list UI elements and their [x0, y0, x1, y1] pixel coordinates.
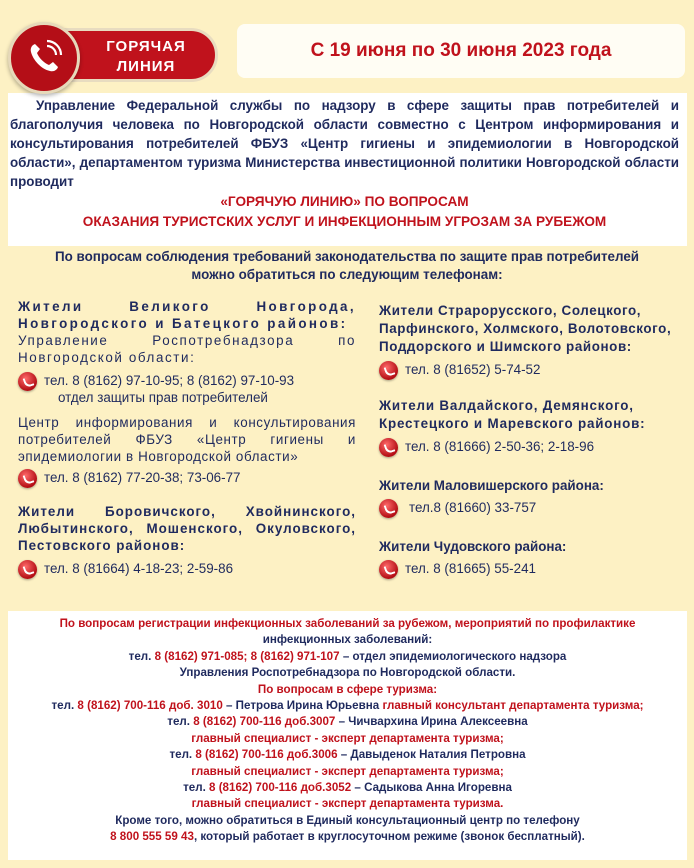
tourism-question: По вопросам в сфере туризма:	[257, 682, 438, 696]
starorussky-phone-row	[379, 361, 687, 381]
contact-3-position: главный специалист - эксперт департамента туризма;	[191, 764, 504, 778]
date-range: С 19 июня по 30 июня 2023 года	[237, 24, 685, 78]
region-starorussky: Жители Страрорусского, Солецкого, Парфинского, Холмского, Волотовского, Поддорского и Шимского районов:	[379, 303, 672, 354]
starorussky-phone: тел. 8 (81652) 5-74-52	[405, 362, 541, 377]
contact-4-phone: 8 (8162) 700-116 доб.3052	[209, 781, 352, 795]
borovichi-phone: тел. 8 (81664) 4-18-23; 2-59-86	[44, 561, 234, 576]
region-borovichi: Жители Боровичского, Хвойнинского, Любытинского, Мошенского, Окуловского, Пестовского районов:	[18, 504, 356, 553]
contact-3-phone: 8 (8162) 700-116 доб.3006	[195, 748, 338, 762]
contact-4-tel-label: тел.	[183, 781, 206, 795]
telephone-handset-icon	[24, 38, 64, 78]
hotline-line2: ЛИНИЯ	[116, 58, 176, 75]
region-novgorod: Жители Великого Новгорода, Новгородского и Батецкого районов:	[18, 299, 356, 331]
contact-2-position: главный специалист - эксперт департамента туризма;	[191, 731, 504, 745]
contact-2-tel-label: тел.	[167, 715, 190, 729]
header	[0, 0, 694, 90]
phone-icon	[18, 560, 37, 579]
chudovo-phone-row	[379, 560, 687, 580]
borovichi-phone-row	[18, 560, 356, 580]
intro-text: Управление Федеральной службы по надзору в сфере защиты прав потребителей и благополучия человека по Новгородской области совместно с Центром информирования и консультирования потребителей ФБУЗ «Центр гигиены и эпидемиологии в Новгородской области», департаментом туризма Министерства инвестиционной политики Новгородской области проводит	[10, 98, 679, 189]
contacts-block	[8, 611, 687, 860]
contact-4-name: – Садыкова Анна Игоревна	[351, 781, 512, 795]
malaya-phone: тел.8 (81660) 33-757	[409, 500, 537, 515]
right-column	[379, 302, 687, 580]
contact-1-phone: 8 (8162) 700-116 доб. 3010	[77, 699, 223, 713]
phone-icon	[379, 499, 398, 518]
contact-4	[8, 780, 687, 796]
contact-2-phone: 8 (8162) 700-116 доб.3007	[193, 715, 336, 729]
chudovo-phone: тел. 8 (81665) 55-241	[405, 561, 536, 576]
valday-phone-row	[379, 438, 687, 458]
ask-line-1: По вопросам соблюдения требований законодательства по защите прав потребителей	[54, 249, 639, 264]
rospotreb-label: Управление Роспотребнадзора по Новгородской области:	[18, 333, 356, 365]
contact-3-tel-label: тел.	[169, 748, 193, 762]
intro-block	[8, 93, 687, 246]
hotline-line1: ГОРЯЧАЯ	[106, 38, 186, 55]
contact-2-name: – Чичвархина Ирина Алексеевна	[335, 715, 528, 729]
rospotreb-dept: отдел защиты прав потребителей	[58, 390, 268, 405]
phone-icon	[379, 560, 398, 579]
hotline-title-2: ОКАЗАНИЯ ТУРИСТСКИХ УСЛУГ И ИНФЕКЦИОННЫМ УГРОЗАМ ЗА РУБЕЖОМ	[82, 214, 607, 229]
epi-org: Управления Роспотребнадзора по Новгородской области.	[179, 666, 516, 680]
epi-tel-label: тел.	[128, 649, 152, 663]
phone-logo	[8, 22, 80, 94]
unified-center-line	[8, 829, 687, 845]
contact-1-name: – Петрова Ирина Юрьевна	[222, 699, 380, 713]
region-malaya-vishera: Жители Маловишерского района:	[379, 478, 604, 493]
epi-dept: – отдел эпидемиологического надзора	[339, 649, 567, 663]
epi-phone-line	[8, 649, 687, 665]
hotline-title-1: «ГОРЯЧУЮ ЛИНИЮ» ПО ВОПРОСАМ	[220, 194, 469, 209]
epi-phones: 8 (8162) 971-085; 8 (8162) 971-107	[154, 649, 340, 663]
region-valday: Жители Валдайского, Демянского, Крестецкого и Маревского районов:	[379, 398, 646, 431]
left-column	[18, 298, 356, 580]
ask-line-2: можно обратиться по следующим телефонам:	[191, 267, 503, 282]
rospotreb-phone-row	[18, 372, 356, 406]
contact-4-position: главный специалист - эксперт департамента туризма.	[191, 797, 504, 811]
phone-icon	[379, 361, 398, 380]
unified-center-note: , который работает в круглосуточном режиме (звонок бесплатный).	[193, 830, 585, 844]
contact-1	[8, 698, 687, 714]
also-note: Кроме того, можно обратиться в Единый консультационный центр по телефону	[115, 813, 580, 827]
unified-center-phone: 8 800 555 59 43	[110, 830, 194, 844]
region-chudovo: Жители Чудовского района:	[379, 539, 567, 554]
malaya-phone-row	[379, 499, 687, 519]
infect-question-2: инфекционных заболеваний:	[262, 633, 433, 647]
valday-phone: тел. 8 (81666) 2-50-36; 2-18-96	[405, 439, 595, 454]
phone-icon	[18, 372, 37, 391]
center-label: Центр информирования и консультирования потребителей ФБУЗ «Центр гигиены и эпидемиологии в Новгородской области»	[18, 415, 356, 464]
center-phone: тел. 8 (8162) 77-20-38; 73-06-77	[44, 470, 241, 485]
contact-1-position: главный консультант департамента туризма;	[379, 699, 644, 713]
center-phone-row	[18, 469, 356, 489]
contact-3	[8, 747, 687, 763]
contact-1-tel-label: тел.	[51, 699, 75, 713]
rospotreb-phone: тел. 8 (8162) 97-10-95; 8 (8162) 97-10-93	[44, 373, 295, 388]
phone-icon	[379, 438, 398, 457]
contact-2	[8, 714, 687, 730]
contact-3-name: – Давыденок Наталия Петровна	[337, 748, 526, 762]
phone-icon	[18, 469, 37, 488]
infect-question-1: По вопросам регистрации инфекционных заболеваний за рубежом, мероприятий по профилактике	[59, 617, 636, 630]
ask-heading	[0, 248, 694, 284]
